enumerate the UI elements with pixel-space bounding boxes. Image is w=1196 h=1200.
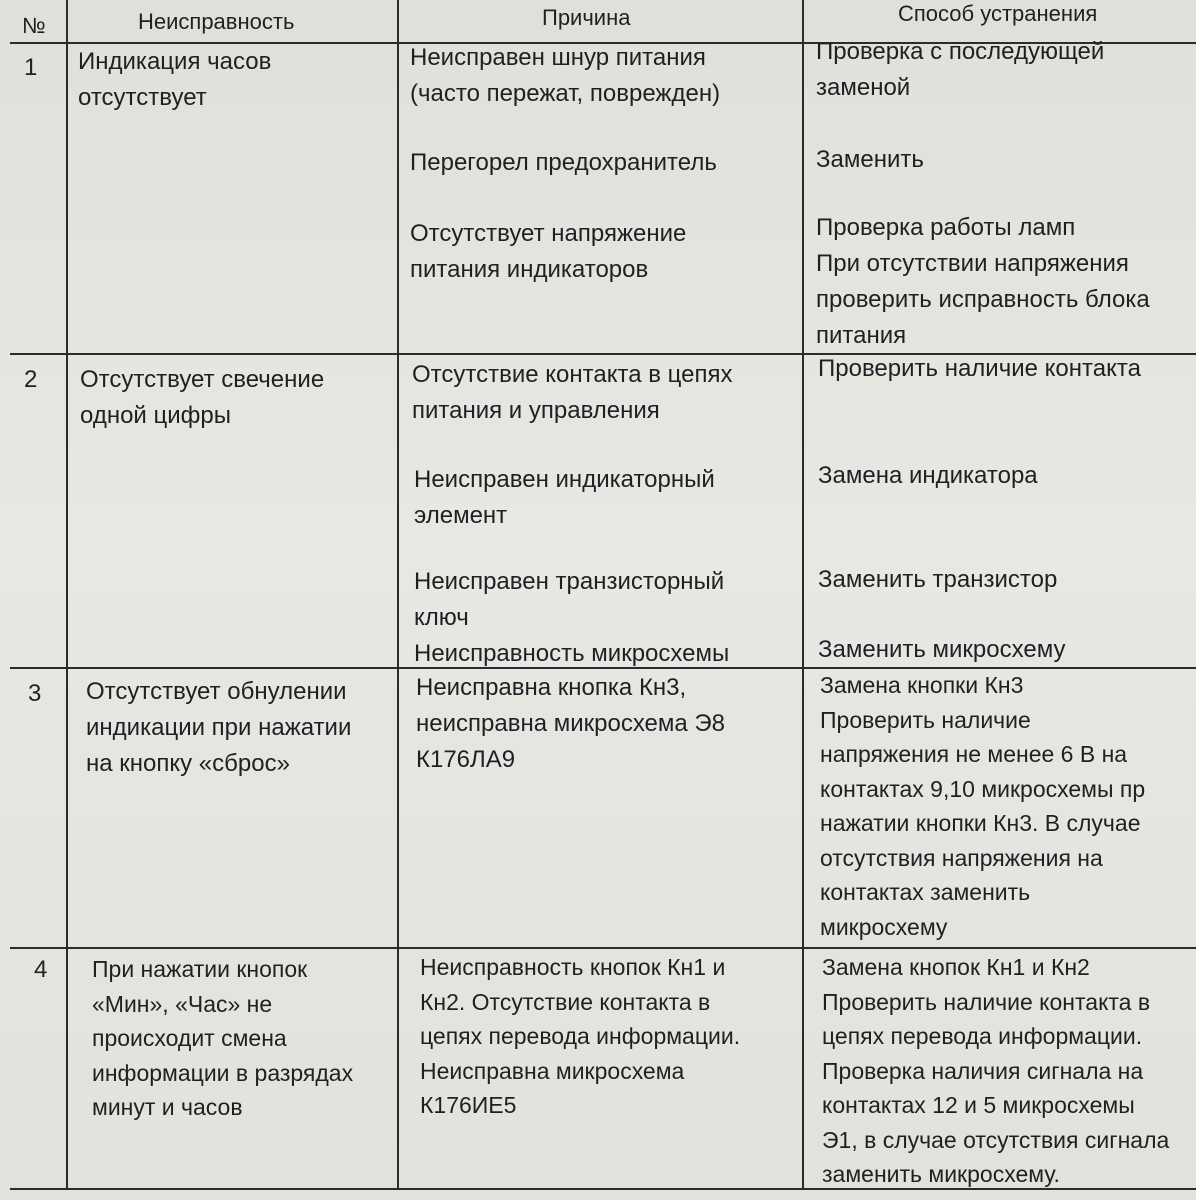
row-1-num: 1 — [24, 54, 38, 81]
row-2-cause-2: Неисправен индикаторный элемент — [414, 466, 715, 529]
row-1-fix-1: Проверка с последующей заменой — [816, 38, 1105, 101]
row-1-fault: Индикация часов отсутствует — [78, 48, 272, 111]
row-2-fix-3: Заменить транзистор — [818, 566, 1058, 593]
row-3-cause-1: Неисправна кнопка Кн3, неисправна микросхема Э8 К176ЛА9 — [416, 674, 726, 773]
header-fix: Способ устранения — [898, 1, 1098, 26]
row-1-fix-2: Заменить — [816, 146, 924, 173]
row-2-num: 2 — [24, 366, 38, 393]
row-2-fix-1: Проверить наличие контакта — [818, 355, 1141, 382]
row-4-cause-1: Неисправность кнопок Кн1 и Кн2. Отсутствие контакта в цепях перевода информации. Неисправна микросхема К176ИЕ5 — [420, 954, 741, 1118]
row-1-cause-1: Неисправен шнур питания (часто пережат, поврежден) — [410, 44, 721, 107]
row-4-fault: При нажатии кнопок «Мин», «Час» не происходит смена информации в разрядах минут и часов — [92, 956, 354, 1120]
row-2-fix-4: Заменить микросхему — [818, 636, 1066, 663]
row-4-fix-1: Замена кнопок Кн1 и Кн2 Проверить наличие контакта в цепях перевода информации. Проверка наличия сигнала на контактах 12 и 5 микросхемы Э1, в случае отсутствия сигнала заменить микросхему. — [822, 954, 1170, 1187]
header-fault: Неисправность — [138, 9, 295, 34]
header-cause: Причина — [542, 5, 631, 30]
row-2-cause-1: Отсутствие контакта в цепях питания и управления — [412, 361, 733, 424]
header-num: № — [22, 13, 46, 38]
column-divider — [66, 0, 68, 1190]
faults-table — [10, 0, 1196, 1190]
row-2-fault: Отсутствует свечение одной цифры — [80, 366, 325, 429]
row-1-cause-3: Отсутствует напряжение питания индикаторов — [410, 220, 687, 283]
row-3-num: 3 — [28, 680, 42, 707]
row-1-cause-2: Перегорел предохранитель — [410, 149, 717, 176]
row-4-num: 4 — [34, 956, 48, 983]
row-3-fix-1: Замена кнопки Кн3 Проверить наличие напряжения не менее 6 В на контактах 9,10 микросхемы пр нажатии кнопки Кн3. В случае отсутствия напряжения на контактах заменить микросхему — [820, 672, 1146, 940]
column-divider — [397, 0, 399, 1190]
row-divider — [10, 947, 1196, 949]
column-divider — [802, 0, 804, 1190]
row-3-fault: Отсутствует обнулении индикации при нажатии на кнопку «сброс» — [86, 678, 352, 777]
row-1-fix-3: Проверка работы ламп При отсутствии напряжения проверить исправность блока питания — [816, 214, 1150, 349]
row-2-cause-3: Неисправен транзисторный ключ Неисправность микросхемы — [414, 568, 730, 667]
row-2-fix-2: Замена индикатора — [818, 462, 1038, 489]
